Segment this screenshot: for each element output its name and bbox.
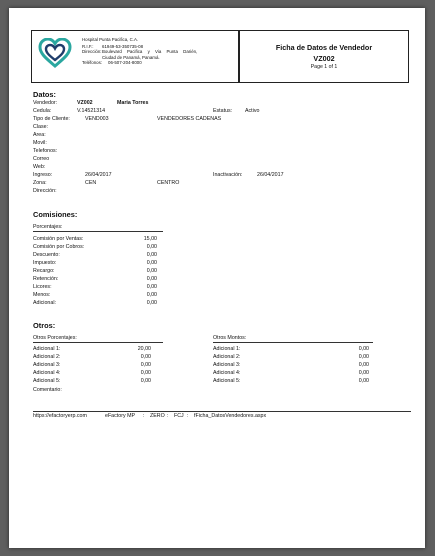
otros-porcentajes-header: Otros Porcentajes: [33,335,77,341]
ingreso-value: 26/04/2017 [85,172,112,178]
clase-label: Clase: [33,124,49,130]
comision-row-label: Recargo: [33,268,55,274]
vendedor-label: Vendedor: [33,100,58,106]
company-header [31,30,239,83]
vendedor-name: Maria Torres [117,100,149,106]
footer-system: eFactory MP [105,413,136,419]
comision-row-label: Comisión por Cobros: [33,244,85,250]
comision-row-value: 0,00 [146,300,157,306]
comision-row-label: Comisión por Ventas: [33,236,84,242]
otros-porcentaje-label: Adicional 5: [33,378,61,384]
footer-url: https://efactoryerp.com [33,413,87,419]
comision-row-value: 0,00 [146,292,157,298]
otros-monto-value: 0,00 [358,378,369,384]
comision-row-label: Impuesto: [33,260,57,266]
otros-monto-label: Adicional 1: [213,346,241,352]
company-info [82,37,228,66]
otros-porcentaje-label: Adicional 2: [33,354,61,360]
comision-row-value: 0,00 [146,268,157,274]
otros-montos-divider [213,342,373,343]
tipo-cliente-label: Tipo de Cliente: [33,116,70,122]
otros-monto-value: 0,00 [358,346,369,352]
comision-row-label: Descuento: [33,252,60,258]
otros-porcentajes-divider [33,342,163,343]
otros-monto-label: Adicional 5: [213,378,241,384]
footer-sep-2: : [167,413,169,419]
otros-montos-header: Otros Montos: [213,335,247,341]
otros-monto-value: 0,00 [358,354,369,360]
report-page [9,8,425,548]
phone-label: Teléfonos: [82,60,103,66]
footer-sep-1: : [143,413,145,419]
footer-divider [33,411,411,412]
rif-value: 61949-53-350735-08 [102,43,144,49]
otros-monto-label: Adicional 4: [213,370,241,376]
address-line-2: Ciudad de Panamá, Panamá. [102,54,160,60]
inactivacion-value: 26/04/2017 [257,172,284,178]
comision-row-label: Licores: [33,284,52,290]
otros-monto-label: Adicional 3: [213,362,241,368]
report-title: Ficha de Datos de Vendedor [275,43,373,52]
otros-monto-value: 0,00 [358,362,369,368]
telefonos-label: Telefonos: [33,148,58,154]
otros-porcentaje-value: 0,00 [140,354,151,360]
comentario-label: Comentario: [33,387,62,393]
comision-row-label: Adicional: [33,300,56,306]
direccion-label: Dirección: [33,188,57,194]
company-name: Hospital Punta Pacifica, C.A. [82,37,139,42]
otros-porcentaje-value: 0,00 [140,378,151,384]
comision-row-value: 0,00 [146,252,157,258]
otros-porcentaje-label: Adicional 1: [33,346,61,352]
otros-porcentaje-value: 0,00 [140,370,151,376]
address-label: Dirección: [82,49,102,55]
otros-monto-label: Adicional 2: [213,354,241,360]
footer-module: ZERO [150,413,165,419]
comision-row-value: 0,00 [146,260,157,266]
otros-porcentaje-label: Adicional 4: [33,370,61,376]
footer-report-file: fFicha_DatosVendedores.aspx [194,413,267,419]
report-title-box [239,30,409,83]
comision-row-label: Retención: [33,276,59,282]
estatus-value: Activo [245,108,260,114]
zona-label: Zona: [33,180,47,186]
correo-label: Correo [33,156,50,162]
footer-sep-3: : [187,413,189,419]
rif-label: R.I.F.: [82,43,94,49]
section-otros-title: Otros: [33,321,56,330]
cedula-label: Cedula: [33,108,52,114]
cedula-value: V.14521314 [77,108,106,114]
page-info: Page 1 of 1 [310,64,338,70]
zona-code: CEN [85,180,97,186]
comision-row-value: 0,00 [146,284,157,290]
area-label: Area: [33,132,46,138]
section-datos-title: Datos: [33,90,56,99]
section-comisiones-title: Comisiones: [33,210,78,219]
movil-label: Movil: [33,140,47,146]
zona-name: CENTRO [157,180,180,186]
web-label: Web: [33,164,46,170]
estatus-label: Estatus: [213,108,233,114]
inactivacion-label: Inactivación: [213,172,243,178]
ingreso-label: Ingreso: [33,172,53,178]
tipo-cliente-name: VENDEDORES CADENAS [157,116,222,122]
porcentajes-subheader: Porcentajes: [33,224,63,230]
comision-row-value: 15,00 [143,236,157,242]
otros-porcentaje-label: Adicional 3: [33,362,61,368]
comision-row-value: 0,00 [146,276,157,282]
otros-porcentaje-value: 20,00 [137,346,151,352]
address-line-1: Boulevard Pacifica y Via Punta Darién, [102,49,198,55]
comision-row-value: 0,00 [146,244,157,250]
comision-row-label: Menos: [33,292,51,298]
company-logo-icon [38,38,72,68]
phone-value: 06-507-204-8000 [108,60,142,66]
vendedor-code: VZ002 [77,100,93,106]
tipo-cliente-code: VEND003 [85,116,109,122]
vendor-code-title: VZ002 [313,54,335,63]
otros-porcentaje-value: 0,00 [140,362,151,368]
porcentajes-divider [33,231,163,232]
otros-monto-value: 0,00 [358,370,369,376]
footer-code: FCJ [174,413,184,419]
